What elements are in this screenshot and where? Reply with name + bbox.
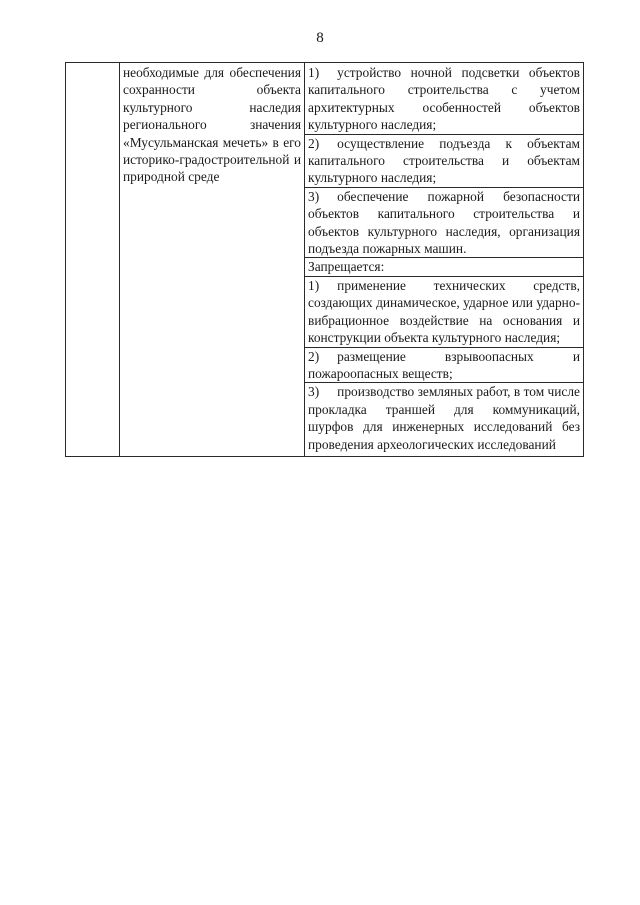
item-text: применение технических средств, создающих динамическое, ударное или ударно-вибрационное воздействие на основания и конструкции объекта культурного наследия; xyxy=(308,277,580,346)
item-text: устройство ночной подсветки объектов капитального строительства с учетом архитектурных особенностей объектов культурного наследия; xyxy=(308,65,580,133)
prohibited-item-3 xyxy=(305,382,583,453)
page-number: 8 xyxy=(316,30,324,46)
item-number: 1) xyxy=(308,65,320,80)
table-row xyxy=(66,63,584,457)
regulations-table xyxy=(65,62,584,457)
item-number: 2) xyxy=(308,135,320,151)
item-number: 3) xyxy=(308,384,320,400)
item-text: размещение взрывоопасных и пожароопасных веществ; xyxy=(308,348,580,381)
allowed-item-1 xyxy=(308,64,580,134)
requirements-cell xyxy=(305,63,584,457)
row-number-cell xyxy=(66,63,120,457)
prohibited-item-2 xyxy=(305,347,583,383)
prohibited-heading: Запрещается: xyxy=(305,257,583,275)
prohibited-item-1 xyxy=(305,276,583,347)
allowed-item-2 xyxy=(305,134,583,187)
item-number: 2) xyxy=(308,348,320,364)
item-number: 1) xyxy=(308,277,320,293)
item-text: осуществление подъезда к объектам капитального строительства и объектам культурного наследия; xyxy=(308,135,580,186)
purpose-cell xyxy=(120,63,305,457)
item-text: производство земляных работ, в том числе прокладка траншей для коммуникаций, шурфов для инженерных исследований без проведения археологических исследований xyxy=(308,384,580,452)
purpose-text: необходимые для обеспечения сохранности объекта культурного наследия регионального значения «Мусульманская мечеть» в его историко-градостроительной и природной среде xyxy=(123,65,301,185)
item-text: обеспечение пожарной безопасности объектов капитального строительства и объектов культурного наследия, организация подъезда пожарных машин. xyxy=(308,188,580,257)
allowed-item-3 xyxy=(305,187,583,258)
item-number: 3) xyxy=(308,188,320,204)
